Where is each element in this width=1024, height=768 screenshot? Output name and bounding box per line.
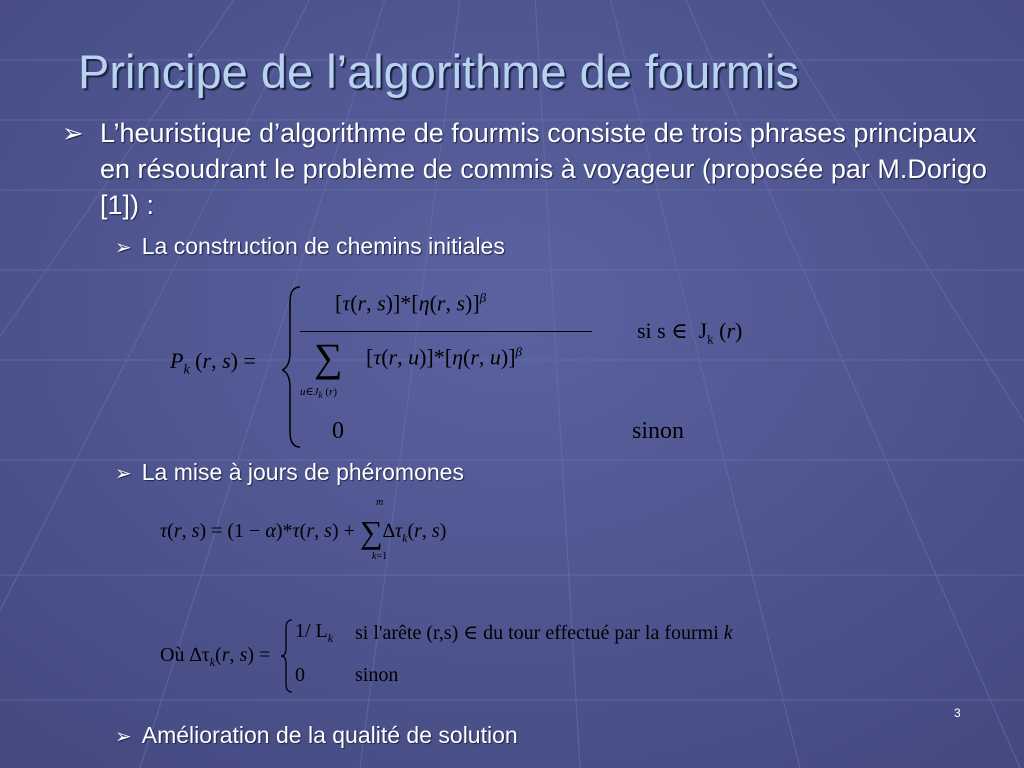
slide-title: Principe de l’algorithme de fourmis (78, 45, 799, 98)
sub-bullet-pheromones (115, 459, 464, 486)
formula-update: τ(r, s) = (1 − α)*τ(r, $s) + \sum\Delta\tau_k(r$, s) (160, 514, 447, 550)
arrow-bullet-icon: ➢ (115, 726, 132, 748)
formula-delta-lhs: Où $\Delta\tau_k(r$, s) = (160, 644, 271, 669)
sub-bullet-label: Amélioration de la qualité de solution (141, 722, 518, 748)
formula-sinon: sinon (632, 418, 685, 444)
formula-probability-lhs: $P_k$ (r, s) = (170, 348, 256, 378)
fraction-bar (300, 331, 592, 332)
sub-bullet-label: La construction de chemins initiales (141, 233, 505, 259)
formula-numerator: [τ(r, s)]*[η(r, s)]$^\beta$ (335, 290, 487, 316)
delta-case-2: 0 (295, 664, 305, 686)
sum-symbol: ∑ (314, 335, 343, 380)
formula-denominator: [τ(r, u)]*[η(r, u)]$^\beta$ (366, 344, 523, 370)
formula-condition: si s ∈ $J_k$ (r) (637, 318, 743, 347)
sum-index: $u\in J_k$ (r) (300, 386, 337, 401)
sub-bullet-amelioration (115, 722, 518, 749)
formula-zero: 0 (332, 418, 344, 444)
arrow-bullet-icon: ➢ (115, 463, 132, 485)
sum-lower-limit: k=1 (372, 551, 388, 562)
delta-case-1: 1/ $L_k$ (295, 620, 334, 645)
delta-case-1-condition: si l'arête (r,s) ∈ du tour effectué par la fourmi k (355, 622, 733, 644)
delta-case-2-condition: sinon (355, 664, 399, 686)
arrow-bullet-icon: ➢ (62, 118, 84, 148)
sub-bullet-construction (115, 233, 505, 260)
main-bullet-text: L’heuristique d’algorithme de fourmis consiste de trois phrases principaux en résoudrant le problème de commis à voyageur (proposée par M.Dorigo [1]) : (100, 118, 987, 220)
sub-bullet-label: La mise à jours de phéromones (141, 459, 464, 485)
main-bullet (62, 115, 1012, 223)
sum-upper-limit: m (376, 497, 384, 508)
page-number: 3 (954, 706, 961, 720)
arrow-bullet-icon: ➢ (115, 237, 132, 259)
